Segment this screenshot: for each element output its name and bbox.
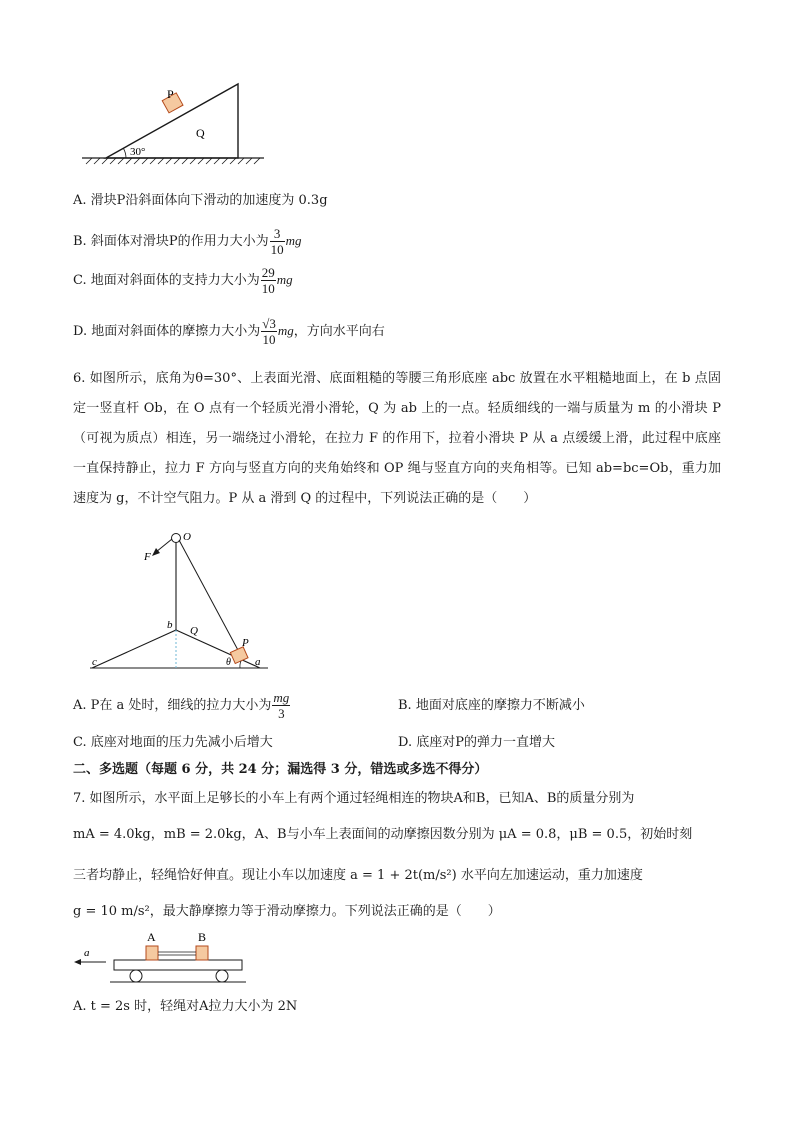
label-block-a: A [147,930,156,944]
q5-incline-figure [78,78,268,170]
q7-line-4: g = 10 m/s²，最大静摩擦力等于滑动摩擦力。下列说法正确的是（ ） [73,904,501,919]
q7-line-3: 三者均静止，轻绳恰好伸直。现让小车以加速度 a = 1 + 2t(m/s²) 水平向左加速运动，重力加速度 [73,868,643,883]
q5-option-a: A. 滑块P沿斜面体向下滑动的加速度为 0.3g [73,193,328,208]
label-o: O [183,531,191,543]
fraction-d: $\frac{√3}{10}$ [262,316,276,347]
label-angle: 30° [130,146,146,158]
label-p: P [167,87,174,101]
block-b [196,946,208,960]
label-c: c [92,656,97,668]
label-accel: a [84,947,90,959]
q6-option-c: C. 底座对地面的压力先减小后增大 [73,735,273,750]
q5-option-b: B. 斜面体对滑块P的作用力大小为 $\frac{3}{10}$ mg [73,226,302,257]
label-block-b: B [198,930,207,944]
q5-option-d: D. 地面对斜面体的摩擦力大小为 $\frac{√3}{10}$ mg，方向水平向右 [73,316,385,347]
label-q6: Q [190,625,198,637]
q5-option-c: C. 地面对斜面体的支持力大小为 $\frac{29}{10}$ mg [73,265,293,296]
label-f: F [144,551,151,563]
section-2-title: 二、多选题（每题 6 分，共 24 分；漏选得 3 分，错选或多选不得分） [73,762,488,777]
q7-line-1: 7. 如图所示，水平面上足够长的小车上有两个通过轻绳相连的物块A和B，已知A、B的质量分别为 [73,791,635,806]
q7-line-2: mA = 4.0kg，mB = 2.0kg，A、B与小车上表面间的动摩擦因数分别为 μA = 0.8，μB = 0.5，初始时刻 [73,827,693,842]
block-a [146,946,158,960]
label-theta: θ [226,657,231,668]
fraction-b: $\frac{3}{10}$ [270,226,284,257]
label-b: b [167,619,173,631]
cart-body [114,960,242,970]
q6-option-d: D. 底座对P的弹力一直增大 [398,735,555,750]
angle-arc [124,149,127,159]
theta-arc [240,661,241,668]
label-p6: P [242,637,249,649]
q6-stem: 6. 如图所示，底角为θ=30°、上表面光滑、底面粗糙的等腰三角形底座 abc 放置在水平粗糙地面上，在 b 点固定一竖直杆 Ob，在 O 点有一个轻质光滑小滑轮，Q 为 ab 上的一点。轻质细线的一端与质量为 m 的小滑块 P（可视为质点）相连，另一端绕过小滑轮，在拉力 F 的作用下，拉着小滑块 P 从 a 点缓缓上滑，此过程中底座一直保持静止，拉力 F 方向与竖直方向的夹角始终和 OP 绳与竖直方向的夹角相等。已知 ab=bc=Ob，重力加速度为 g，不计空气阻力。P 从 a 滑到 Q 的过程中，下列说法正确的是（ ） [73,371,721,506]
q7-cart-figure [70,928,270,986]
label-a: a [255,656,261,668]
q7-option-a: A. t = 2s 时，轻绳对A拉力大小为 2N [73,999,298,1014]
rope-f [156,539,172,552]
fraction-q6a: $\frac{mg}{3}$ [273,690,290,721]
q6-option-a: A. P在 a 处时，细线的拉力大小为 $\frac{mg}{3}$ [73,690,290,721]
wheel-right [216,970,228,982]
label-q: Q [196,126,205,140]
q6-option-b: B. 地面对底座的摩擦力不断减小 [398,698,585,713]
wheel-left [130,970,142,982]
arrow-a-head [74,959,81,965]
ground-hatching [82,158,264,164]
q6-figure [86,526,276,674]
fraction-c: $\frac{29}{10}$ [261,265,275,296]
